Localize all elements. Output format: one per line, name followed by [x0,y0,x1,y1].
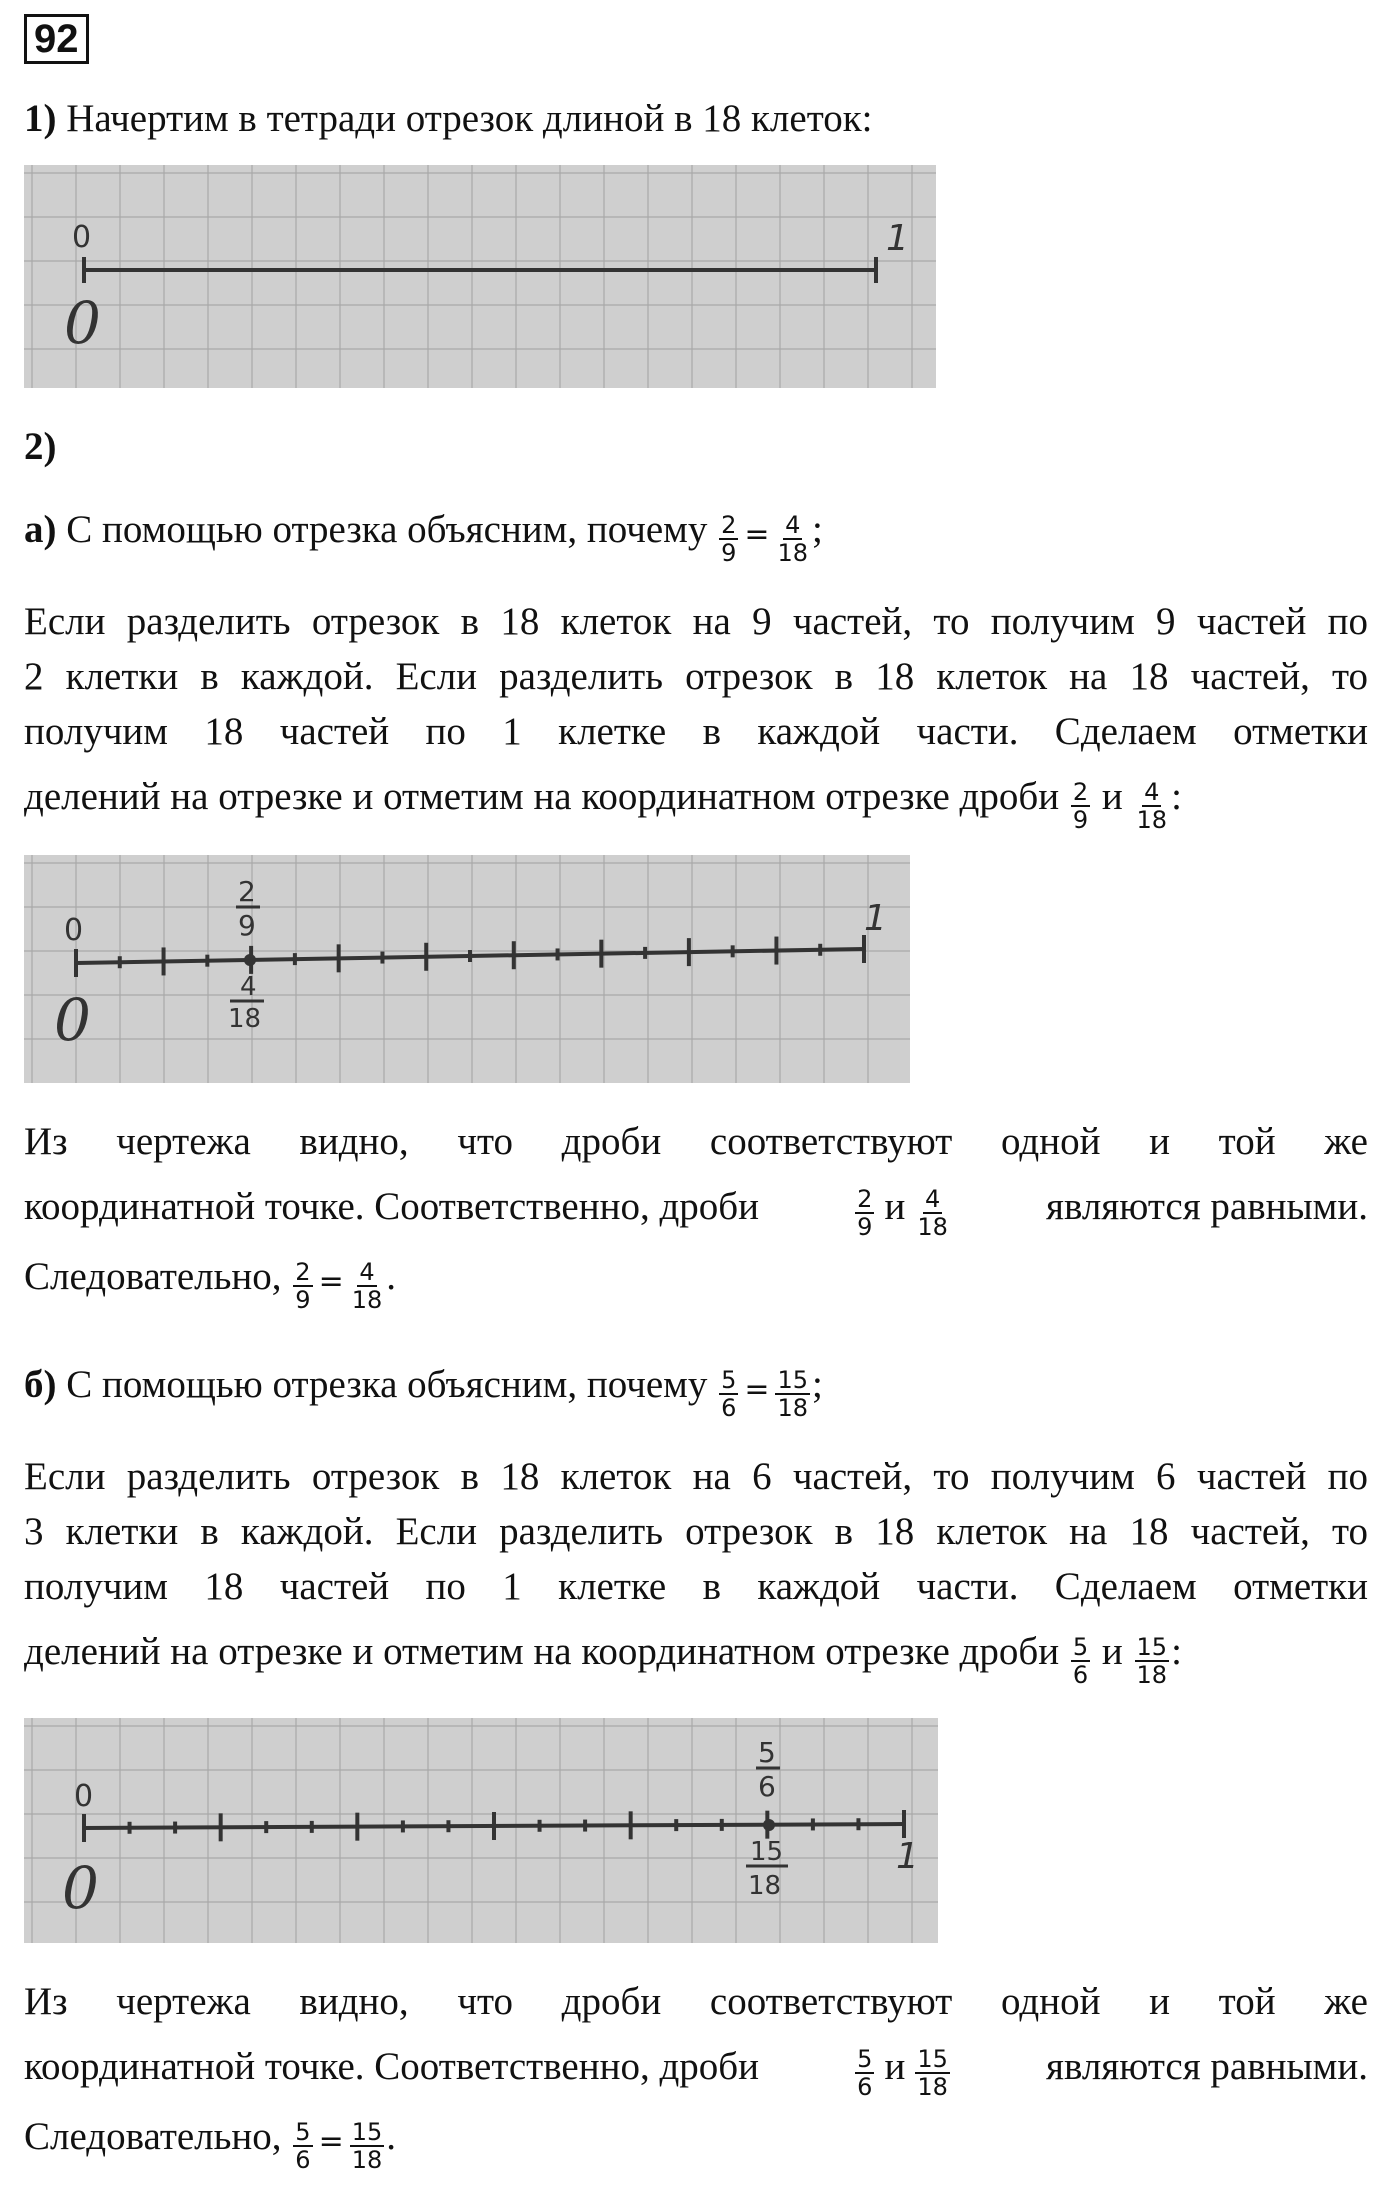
a-p2-line3 [24,1250,1368,1315]
fraction-2-9 [1071,779,1090,833]
semicolon: ; [812,508,823,551]
frac-num: 15 [351,2118,383,2147]
notebook-segment-drawing-3 [24,1718,938,1943]
frac-num: 4 [785,511,801,540]
label-4-18-den: 18 [228,1004,262,1034]
frac-num: 5 [1072,1633,1089,1662]
frac-num: 2 [721,511,737,540]
label-one: 1 [886,218,909,259]
fraction-5-6 [293,2119,312,2173]
fraction-5-6 [719,1367,738,1421]
fraction-2-9 [293,1259,312,1313]
part2-label: 2) [24,425,57,468]
figure-segment-3 [24,1718,938,1943]
point-5-6 [763,1819,775,1831]
b-p1-line3: получим 18 частей по 1 клетке в каждой части. Сделаем отметки [24,1565,1368,1608]
b-p2-line3 [24,2110,1368,2175]
frac-den: 6 [857,2073,873,2101]
frac-num: 5 [295,2118,311,2147]
semicolon: ; [812,1363,823,1406]
a-conclusion-text: Следовательно, [24,1255,282,1298]
frac-den: 9 [1072,806,1089,835]
frac-num: 5 [721,1366,737,1395]
fraction-2-9 [719,512,738,566]
a-p1-line1: Если разделить отрезок в 18 клеток на 9 частей, то получим 9 частей по [24,600,1368,643]
conjunction-and: и [1101,775,1123,818]
equals-sign: = [744,1372,770,1407]
conjunction-and: и [884,2045,906,2088]
frac-den: 18 [917,2073,948,2101]
part2-label-line [24,420,1368,474]
a-p2-line2-text: координатной точке. Соответственно, дроби [24,1185,760,1228]
label-15-18-num: 15 [750,1837,784,1867]
notebook-segment-drawing-2 [24,855,910,1083]
a-p2-line2 [24,1180,1368,1241]
colon: : [1171,1630,1182,1673]
fraction-4-18 [775,512,810,566]
conjunction-and: и [884,1185,906,1228]
frac-den: 18 [777,539,809,568]
a-intro: С помощью отрезка объясним, почему [66,508,708,551]
frac-den: 18 [1136,1661,1168,1690]
frac-den: 6 [1072,1661,1089,1690]
b-intro: С помощью отрезка объясним, почему [66,1363,708,1406]
label-zero-large: 0 [62,1854,99,1922]
period: . [386,2115,397,2158]
fraction-4-18 [915,1186,950,1240]
equals-sign: = [318,2124,344,2159]
a-p2-fractions [853,1180,952,1241]
frac-num: 5 [857,2045,873,2073]
b-p2-line2-text: координатной точке. Соответственно, дроби [24,2045,760,2088]
conjunction-and: и [1101,1630,1123,1673]
a-intro-line [24,503,1368,568]
a-p2-line2-end: являются равными. [1046,1185,1368,1228]
frac-den: 18 [1136,806,1168,835]
b-p2-line2 [24,2040,1368,2101]
b-label: б) [24,1363,57,1406]
label-zero-large: 0 [64,289,101,357]
label-4-18-num: 4 [240,972,257,1002]
fraction-2-9 [855,1186,874,1240]
frac-num: 15 [917,2045,948,2073]
a-p2-line1: Из чертежа видно, что дроби соответствуют одной и той же [24,1120,1368,1163]
part1-label: 1) [24,97,57,140]
fraction-5-6 [1071,1634,1090,1688]
b-p1-line4 [24,1625,1368,1690]
frac-den: 18 [351,1286,383,1315]
b-p1-line2: 3 клетки в каждой. Если разделить отрезок в 18 клеток на 18 частей, то [24,1510,1368,1553]
frac-den: 6 [295,2146,311,2175]
b-p1-line4-text: делений на отрезке и отметим на координатном отрезке дроби [24,1630,1060,1673]
label-one: 1 [864,898,887,939]
b-conclusion-text: Следовательно, [24,2115,282,2158]
frac-num: 2 [295,1258,311,1287]
b-p2-line1: Из чертежа видно, что дроби соответствуют одной и той же [24,1980,1368,2023]
fraction-4-18 [350,1259,385,1313]
equals-sign: = [744,517,770,552]
frac-den: 18 [351,2146,383,2175]
figure-segment-1 [24,165,936,388]
exercise-number: 92 [24,14,89,64]
a-p1-line3: получим 18 частей по 1 клетке в каждой части. Сделаем отметки [24,710,1368,753]
equals-sign: = [318,1264,344,1299]
fraction-4-18 [1135,779,1170,833]
colon: : [1171,775,1182,818]
frac-den: 9 [295,1286,311,1315]
point-2-9 [244,954,256,966]
a-label: а) [24,508,57,551]
label-zero-small: 0 [64,913,84,948]
frac-den: 18 [777,1394,809,1423]
label-one: 1 [896,1836,919,1877]
fraction-15-18 [775,1367,810,1421]
label-15-18-den: 18 [748,1871,782,1901]
b-p1-line1: Если разделить отрезок в 18 клеток на 6 частей, то получим 6 частей по [24,1455,1368,1498]
label-zero-small: 0 [72,220,92,255]
b-p2-fractions [853,2040,952,2101]
label-5-6-den: 6 [758,1770,776,1803]
label-5-6-num: 5 [758,1736,776,1769]
frac-den: 9 [721,539,737,568]
part1-line [24,92,1368,146]
b-intro-line [24,1358,1368,1423]
fraction-15-18 [915,2046,950,2100]
label-zero-large: 0 [54,986,91,1054]
a-p1-line2: 2 клетки в каждой. Если разделить отрезок в 18 клеток на 18 частей, то [24,655,1368,698]
frac-num: 15 [1136,1633,1168,1662]
b-p2-line2-end: являются равными. [1046,2045,1368,2088]
label-2-9-num: 2 [238,875,256,908]
figure-segment-2 [24,855,910,1083]
frac-num: 2 [1072,778,1089,807]
frac-num: 4 [359,1258,375,1287]
frac-num: 15 [777,1366,809,1395]
a-p1-line4 [24,770,1368,835]
period: . [386,1255,397,1298]
frac-num: 4 [924,1185,941,1213]
frac-den: 18 [917,1213,948,1241]
label-2-9-den: 9 [238,909,256,942]
fraction-5-6 [855,2046,874,2100]
a-p1-line4-text: делений на отрезке и отметим на координатном отрезке дроби [24,775,1060,818]
frac-num: 4 [1144,778,1160,807]
frac-den: 6 [721,1394,737,1423]
frac-den: 9 [857,1213,873,1241]
frac-num: 2 [857,1185,873,1213]
fraction-15-18 [1135,1634,1170,1688]
part1-text: Начертим в тетради отрезок длиной в 18 клеток: [66,97,873,140]
label-zero-small: 0 [74,1779,94,1814]
notebook-segment-drawing-1 [24,165,936,388]
fraction-15-18 [350,2119,385,2173]
